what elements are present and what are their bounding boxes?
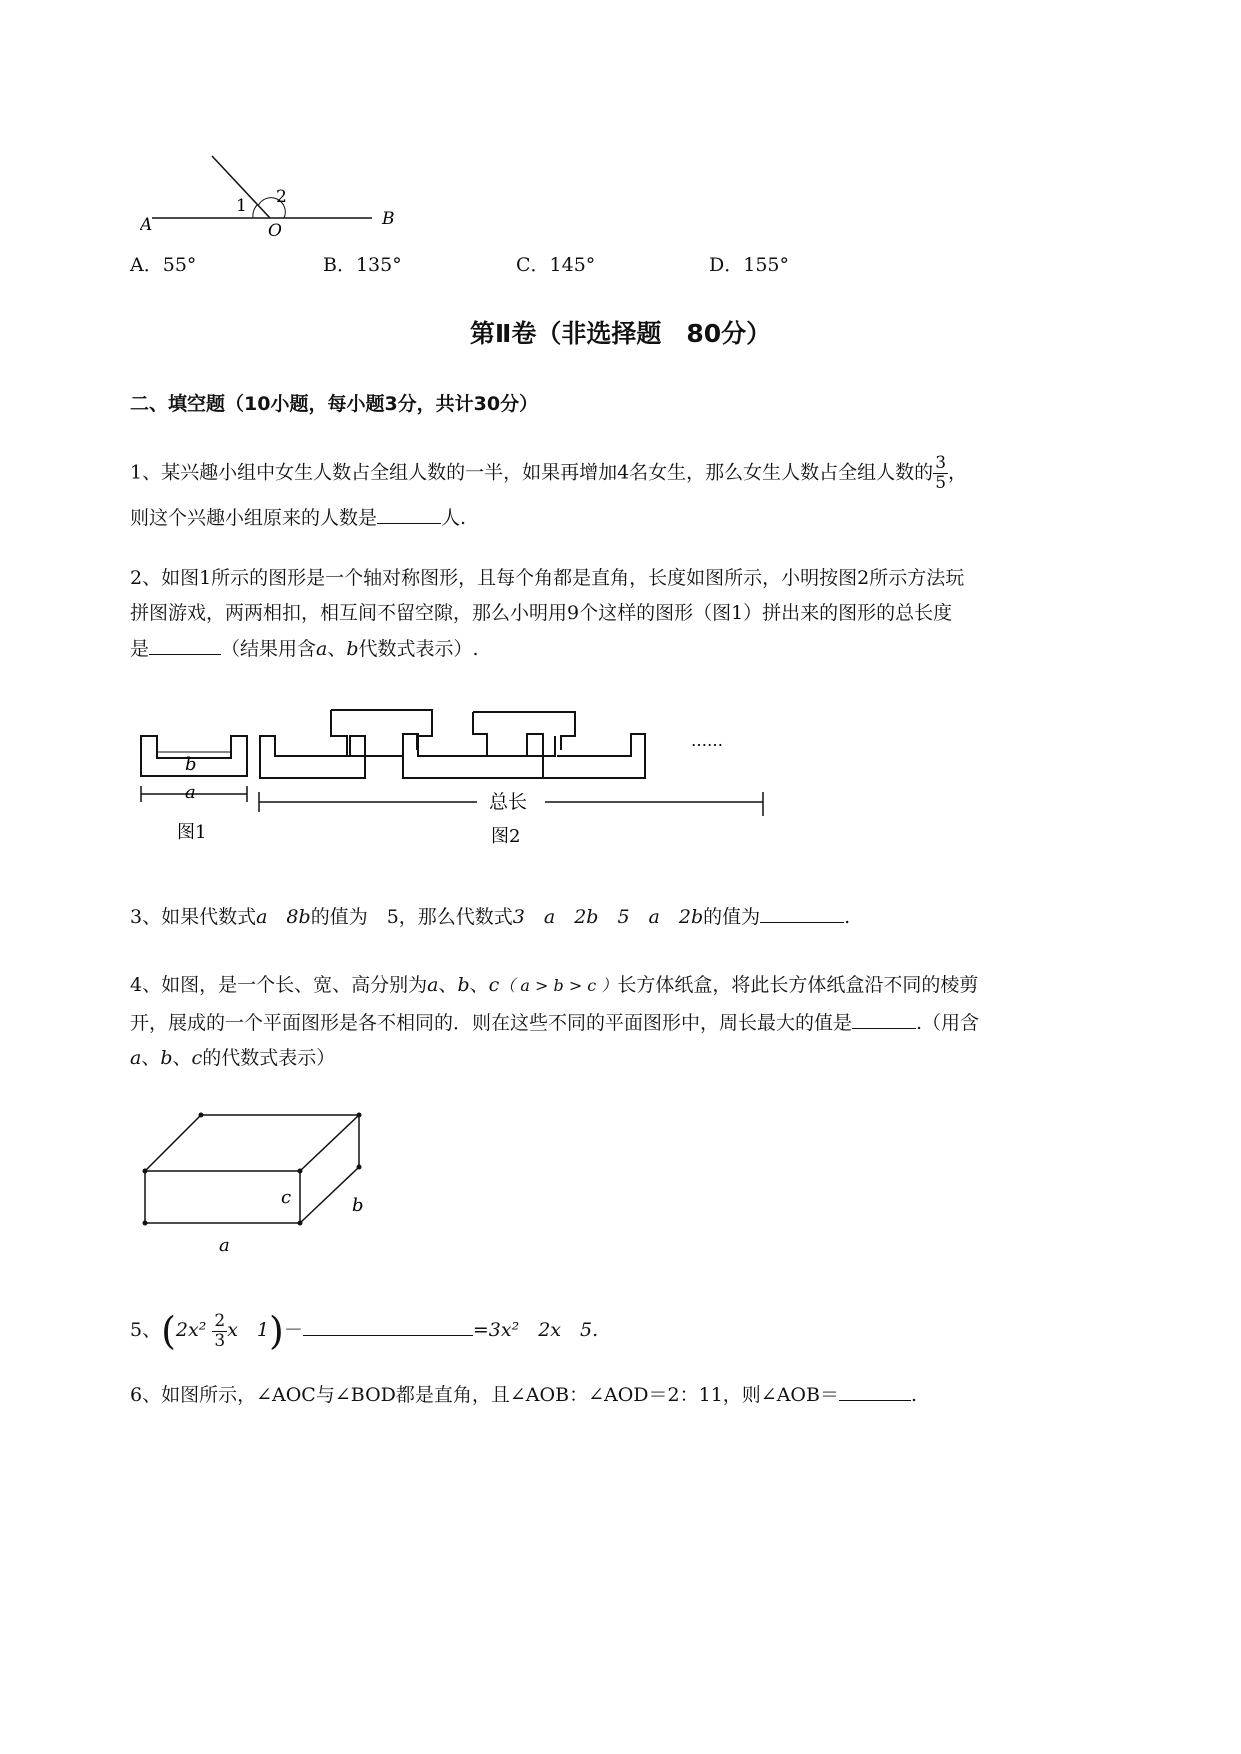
- box-label-c: c: [281, 1187, 292, 1208]
- answer-blank-2[interactable]: [149, 634, 221, 655]
- label-1: 1: [236, 196, 247, 216]
- angle-figure: [140, 140, 400, 240]
- option-c[interactable]: C．145°: [516, 254, 596, 276]
- fig2-piece-5: [543, 734, 645, 778]
- box-top: [145, 1115, 359, 1171]
- question-1-line1: 1、某兴趣小组中女生人数占全组人数的一半，如果再增加4名女生，那么女生人数占全组人数的 $\frac{3}{5}$ ，: [130, 453, 968, 493]
- label-b: B: [382, 209, 395, 229]
- section-title: 二、填空题（10小题，每小题3分，共计30分）: [130, 393, 539, 415]
- fig1-label-a: a: [185, 782, 196, 803]
- answer-blank-4[interactable]: [852, 1008, 916, 1029]
- puzzle-figure: [135, 700, 785, 860]
- fig2-piece-4: [473, 712, 575, 756]
- close-paren: ): [269, 1309, 284, 1353]
- box-label-b: b: [352, 1195, 364, 1216]
- question-3: 3、如果代数式a 8b的值为 5，那么代数式3 a 2b 5 a 2b的值为 .: [130, 902, 850, 931]
- fraction-3-5: $\frac{3}{5}$: [935, 453, 947, 493]
- open-paren: (: [161, 1309, 176, 1353]
- box-side: [300, 1115, 359, 1223]
- box-label-a: a: [219, 1235, 230, 1256]
- label-2: 2: [276, 187, 287, 207]
- fig1-label-b: b: [185, 754, 197, 775]
- answer-blank-1[interactable]: [377, 503, 441, 524]
- answer-blank-6[interactable]: [839, 1380, 911, 1401]
- question-2-line1: 2、如图1所示的图形是一个轴对称图形，且每个角都是直角，长度如图所示，小明按图2所示方法玩: [130, 567, 965, 589]
- option-a[interactable]: A．55°: [130, 254, 197, 276]
- box-front: [145, 1171, 300, 1223]
- fig2-caption: 图2: [491, 826, 521, 847]
- question-1-line2: 则这个兴趣小组原来的人数是 人.: [130, 503, 466, 532]
- question-4-line2: 开，展成的一个平面图形是各不相同的．则在这些不同的平面图形中，周长最大的值是 .（用含: [130, 1008, 979, 1037]
- label-a: A: [140, 215, 153, 235]
- label-o: O: [268, 221, 282, 240]
- fraction-2-3: $\frac{2}{3}$: [214, 1310, 226, 1351]
- question-2-line2: 拼图游戏，两两相扣，相互间不留空隙，那么小明用9个这样的图形（图1）拼出来的图形的总长度: [130, 602, 953, 624]
- answer-blank-5[interactable]: [303, 1309, 473, 1336]
- answer-blank-3[interactable]: [760, 902, 844, 923]
- question-6: 6、如图所示，∠AOC与∠BOD都是直角，且∠AOB：∠AOD＝2：11，则∠AOB＝ .: [130, 1380, 917, 1409]
- option-d[interactable]: D．155°: [709, 254, 789, 276]
- option-b[interactable]: B．135°: [323, 254, 402, 276]
- part-title: 第Ⅱ卷（非选择题 80分）: [469, 319, 772, 348]
- angle-arc-1: [253, 205, 257, 218]
- question-5: 5、(2x² $\frac{2}{3}$ x 1)－ =3x² 2x 5.: [130, 1309, 599, 1353]
- question-2-line3: 是 （结果用含a、b代数式表示）.: [130, 634, 479, 663]
- fig2-dots: ……: [691, 731, 723, 750]
- fig1-caption: 图1: [177, 822, 207, 843]
- box-figure: [135, 1105, 395, 1265]
- question-4-line1: 4、如图，是一个长、宽、高分别为a、b、c（ a > b > c ）长方体纸盒，将此长方体纸盒沿不同的棱剪: [130, 974, 979, 996]
- fig2-total-label: 总长: [489, 791, 528, 813]
- question-4-line3: a、b、c的代数式表示）: [130, 1047, 336, 1069]
